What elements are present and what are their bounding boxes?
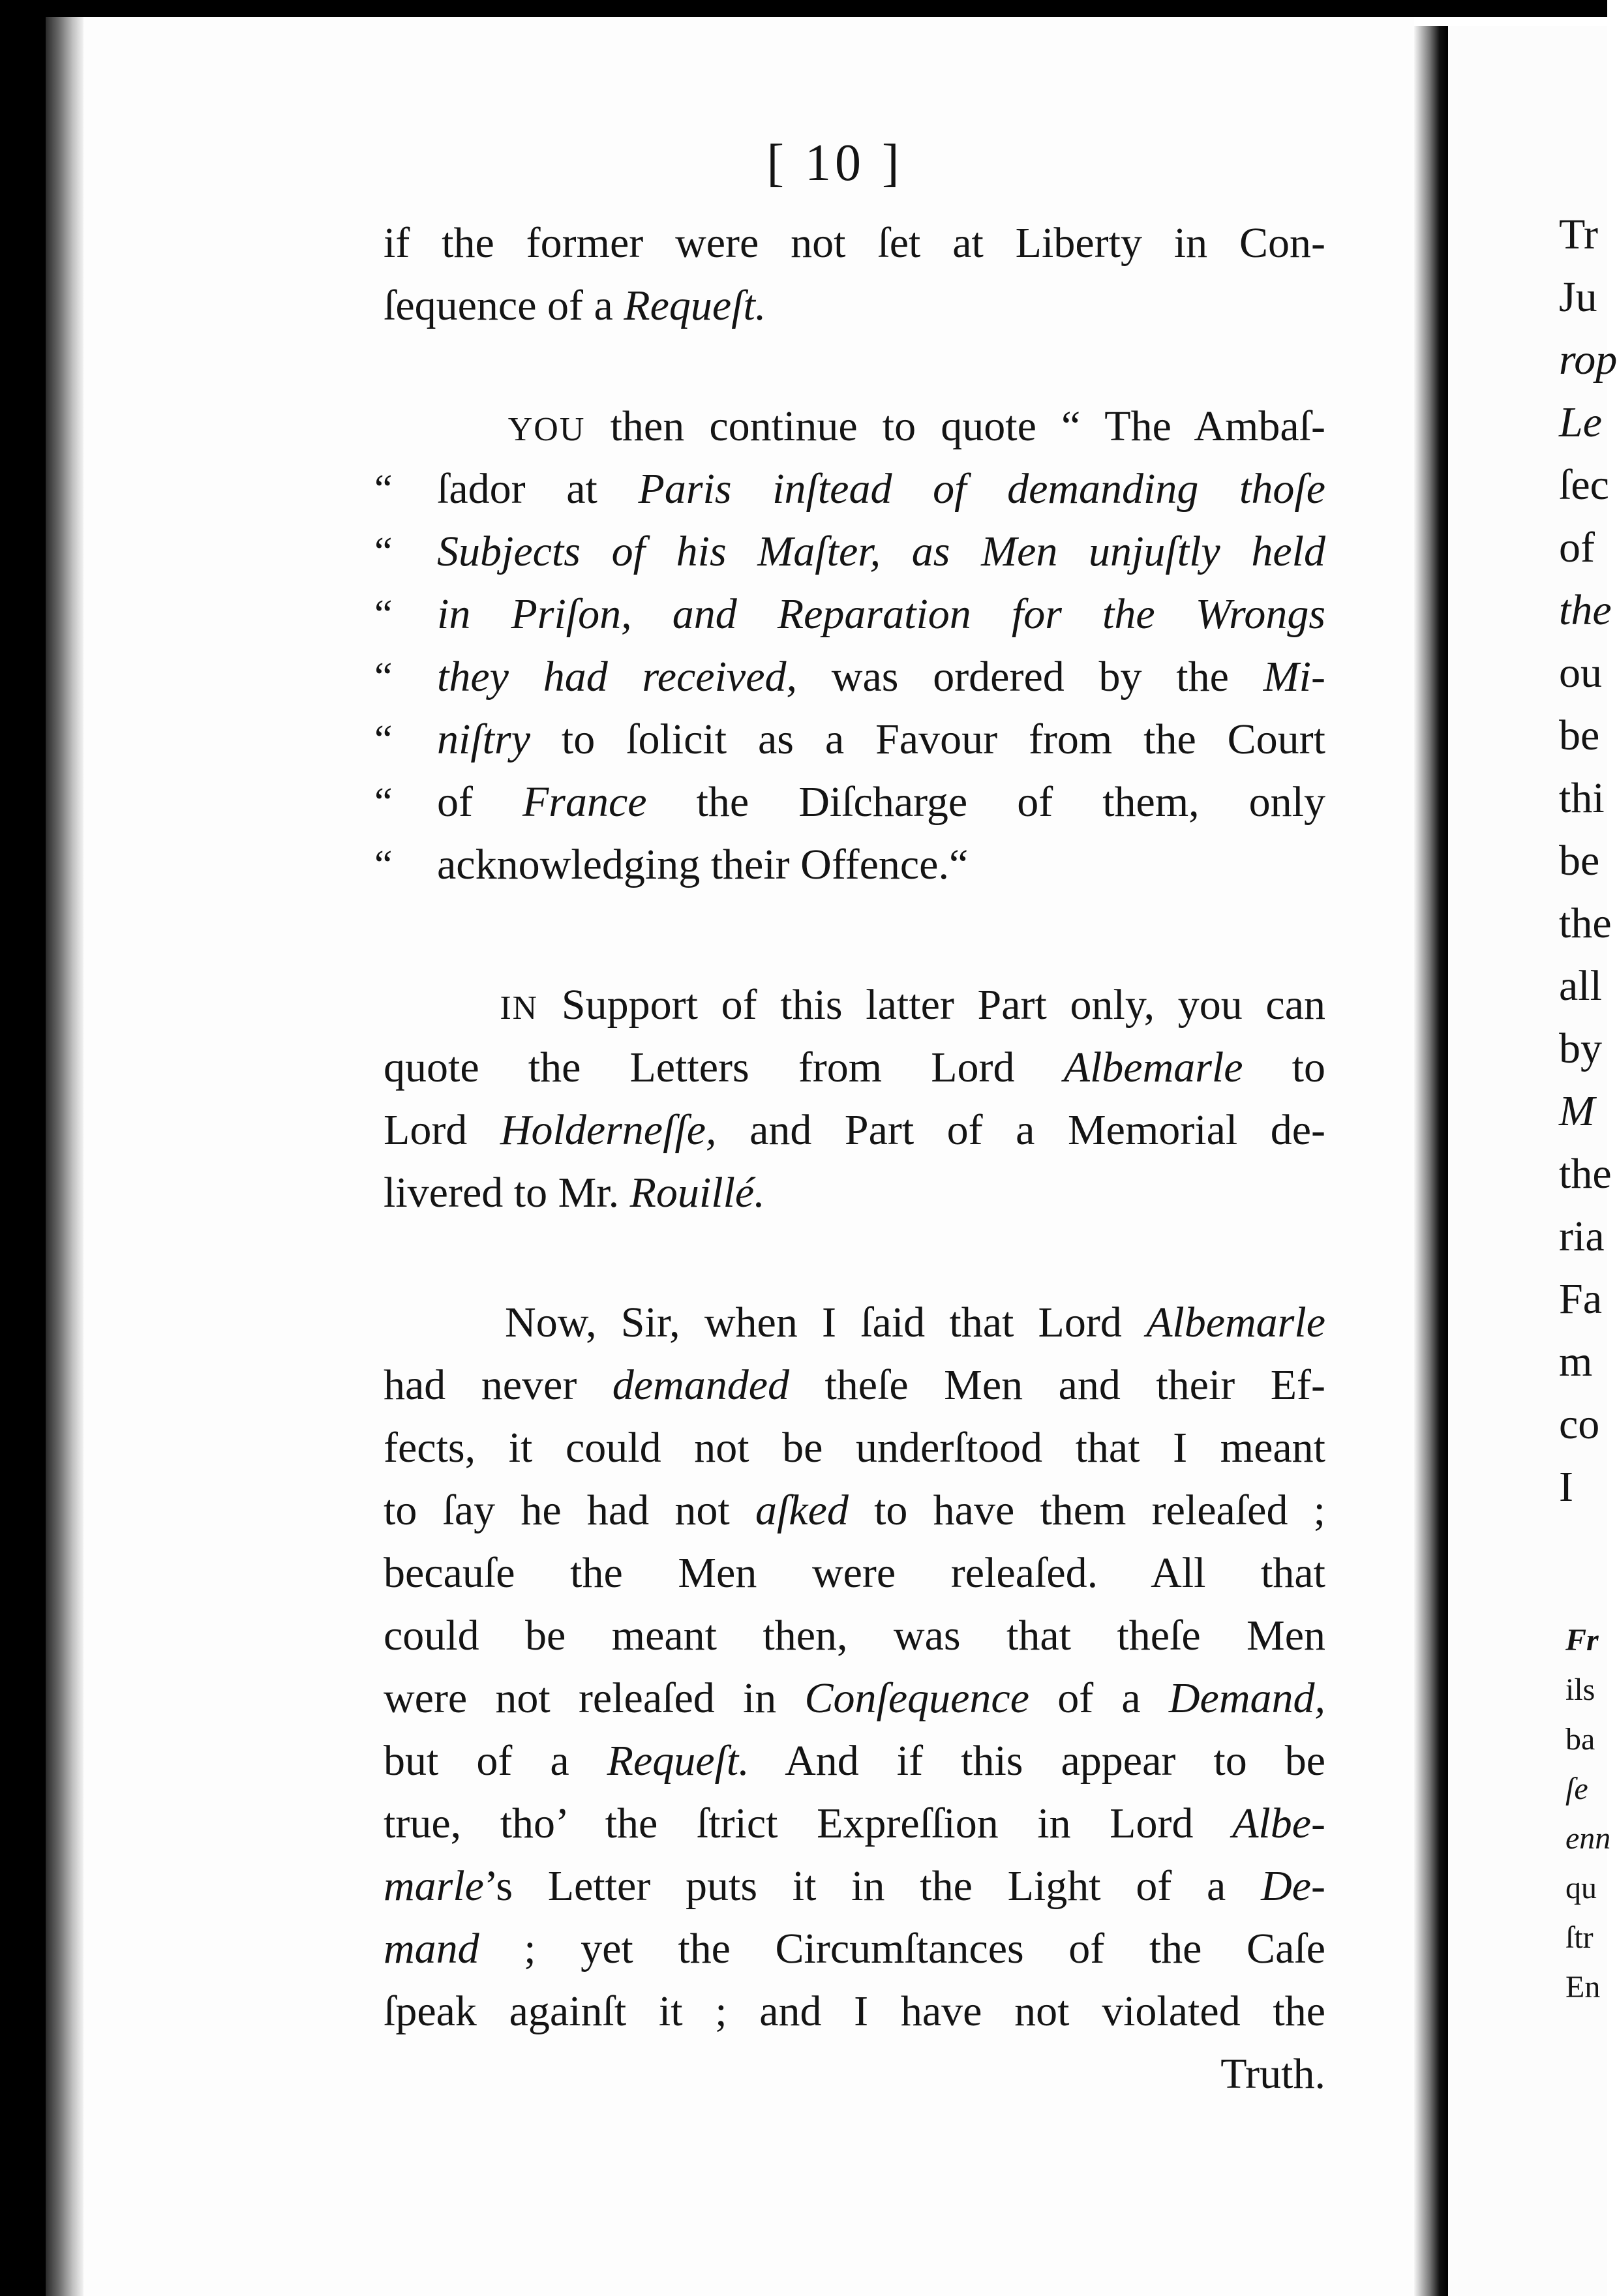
text-line: fects, it could not be underſtood that I meant [384, 1424, 1325, 1472]
quote-mark: “ [374, 530, 393, 574]
text-line: of France the Diſcharge of them, only [437, 778, 1325, 826]
text-line: marle’s Letter puts it in the Light of a De- [384, 1862, 1325, 1910]
quote-mark: “ [374, 718, 393, 762]
facing-text-fragment: M [1559, 1087, 1595, 1135]
facing-text-fragment: Le [1559, 399, 1602, 446]
text-line: if the former were not ſet at Liberty in Con- [384, 219, 1325, 267]
facing-text-fragment: ou [1559, 649, 1602, 697]
facing-text-fragment: Ju [1559, 273, 1597, 321]
facing-note-fragment: enn [1565, 1821, 1611, 1856]
catchword: Truth. [1220, 2050, 1325, 2098]
facing-text-fragment: the [1559, 899, 1612, 947]
facing-note-fragment: ba [1565, 1722, 1595, 1757]
text-line: Now, Sir, when I ſaid that Lord Albemarle [384, 1299, 1325, 1346]
text-line: ſequence of a Requeſt. [384, 282, 766, 329]
text-line: Lord Holderneſſe, and Part of a Memorial de- [384, 1106, 1326, 1154]
text-line: quote the Letters from Lord Albemarle to [384, 1044, 1326, 1091]
facing-text-fragment: m [1559, 1338, 1593, 1385]
quote-mark: “ [374, 655, 393, 699]
scan-top-edge [0, 0, 1607, 17]
quote-mark: “ [374, 843, 393, 887]
facing-text-fragment: the [1559, 586, 1612, 634]
facing-text-fragment: ſec [1559, 461, 1609, 509]
facing-text-fragment: ria [1559, 1213, 1605, 1260]
facing-text-fragment: the [1559, 1150, 1612, 1198]
text-line: IN Support of this latter Part only, you can [500, 981, 1325, 1029]
text-line: livered to Mr. Rouillé. [384, 1169, 765, 1216]
quote-mark: “ [374, 592, 393, 637]
text-line: Subjects of his Maſter, as Men unjuſtly held [437, 528, 1325, 575]
facing-note-fragment: ſtr [1565, 1920, 1594, 1955]
text-line: could be meant then, was that theſe Men [384, 1612, 1325, 1659]
page-number: [ 10 ] [766, 134, 903, 192]
text-line: to ſay he had not aſked to have them releaſed ; [384, 1487, 1325, 1534]
facing-text-fragment: co [1559, 1400, 1600, 1448]
text-line: acknowledging their Offence.“ [437, 841, 969, 888]
book-gutter [1414, 26, 1448, 2296]
text-line: mand ; yet the Circumſtances of the Caſe [384, 1925, 1325, 1972]
text-line: in Priſon, and Reparation for the Wrongs [437, 590, 1325, 638]
book-binding-shadow [46, 17, 83, 2296]
text-line: niſtry to ſolicit as a Favour from the Court [437, 716, 1325, 763]
facing-text-fragment: I [1559, 1463, 1573, 1511]
quote-mark: “ [374, 780, 393, 824]
facing-note-fragment: Fr [1565, 1623, 1599, 1657]
scan-left-edge [0, 0, 46, 2296]
text-line: had never demanded theſe Men and their Ef- [384, 1361, 1325, 1409]
text-line: true, tho’ the ſtrict Expreſſion in Lord Albe- [384, 1800, 1325, 1847]
text-line: but of a Requeſt. And if this appear to be [384, 1737, 1326, 1785]
facing-note-fragment: qu [1565, 1871, 1597, 1905]
facing-text-fragment: rop [1559, 336, 1617, 384]
text-line: ſador at Paris inſtead of demanding thoſe [437, 465, 1325, 513]
facing-note-fragment: ſe [1565, 1772, 1588, 1806]
text-line: YOU then continue to quote “ The Ambaſ- [507, 402, 1325, 450]
facing-note-fragment: ils [1565, 1672, 1595, 1707]
facing-text-fragment: by [1559, 1025, 1602, 1072]
facing-text-fragment: thi [1559, 774, 1605, 822]
text-line: they had received, was ordered by the Mi- [437, 653, 1325, 701]
text-line: were not releaſed in Conſequence of a Demand, [384, 1674, 1325, 1722]
facing-text-fragment: all [1559, 962, 1602, 1010]
facing-text-fragment: Tr [1559, 211, 1598, 258]
facing-note-fragment: En [1565, 1970, 1601, 2004]
quote-mark: “ [374, 467, 393, 511]
text-line: becauſe the Men were releaſed. All that [384, 1549, 1325, 1597]
text-line: ſpeak againſt it ; and I have not violated the [384, 1987, 1325, 2035]
facing-text-fragment: Fa [1559, 1275, 1602, 1323]
facing-text-fragment: of [1559, 524, 1595, 571]
facing-text-fragment: be [1559, 712, 1600, 759]
facing-text-fragment: be [1559, 837, 1600, 884]
